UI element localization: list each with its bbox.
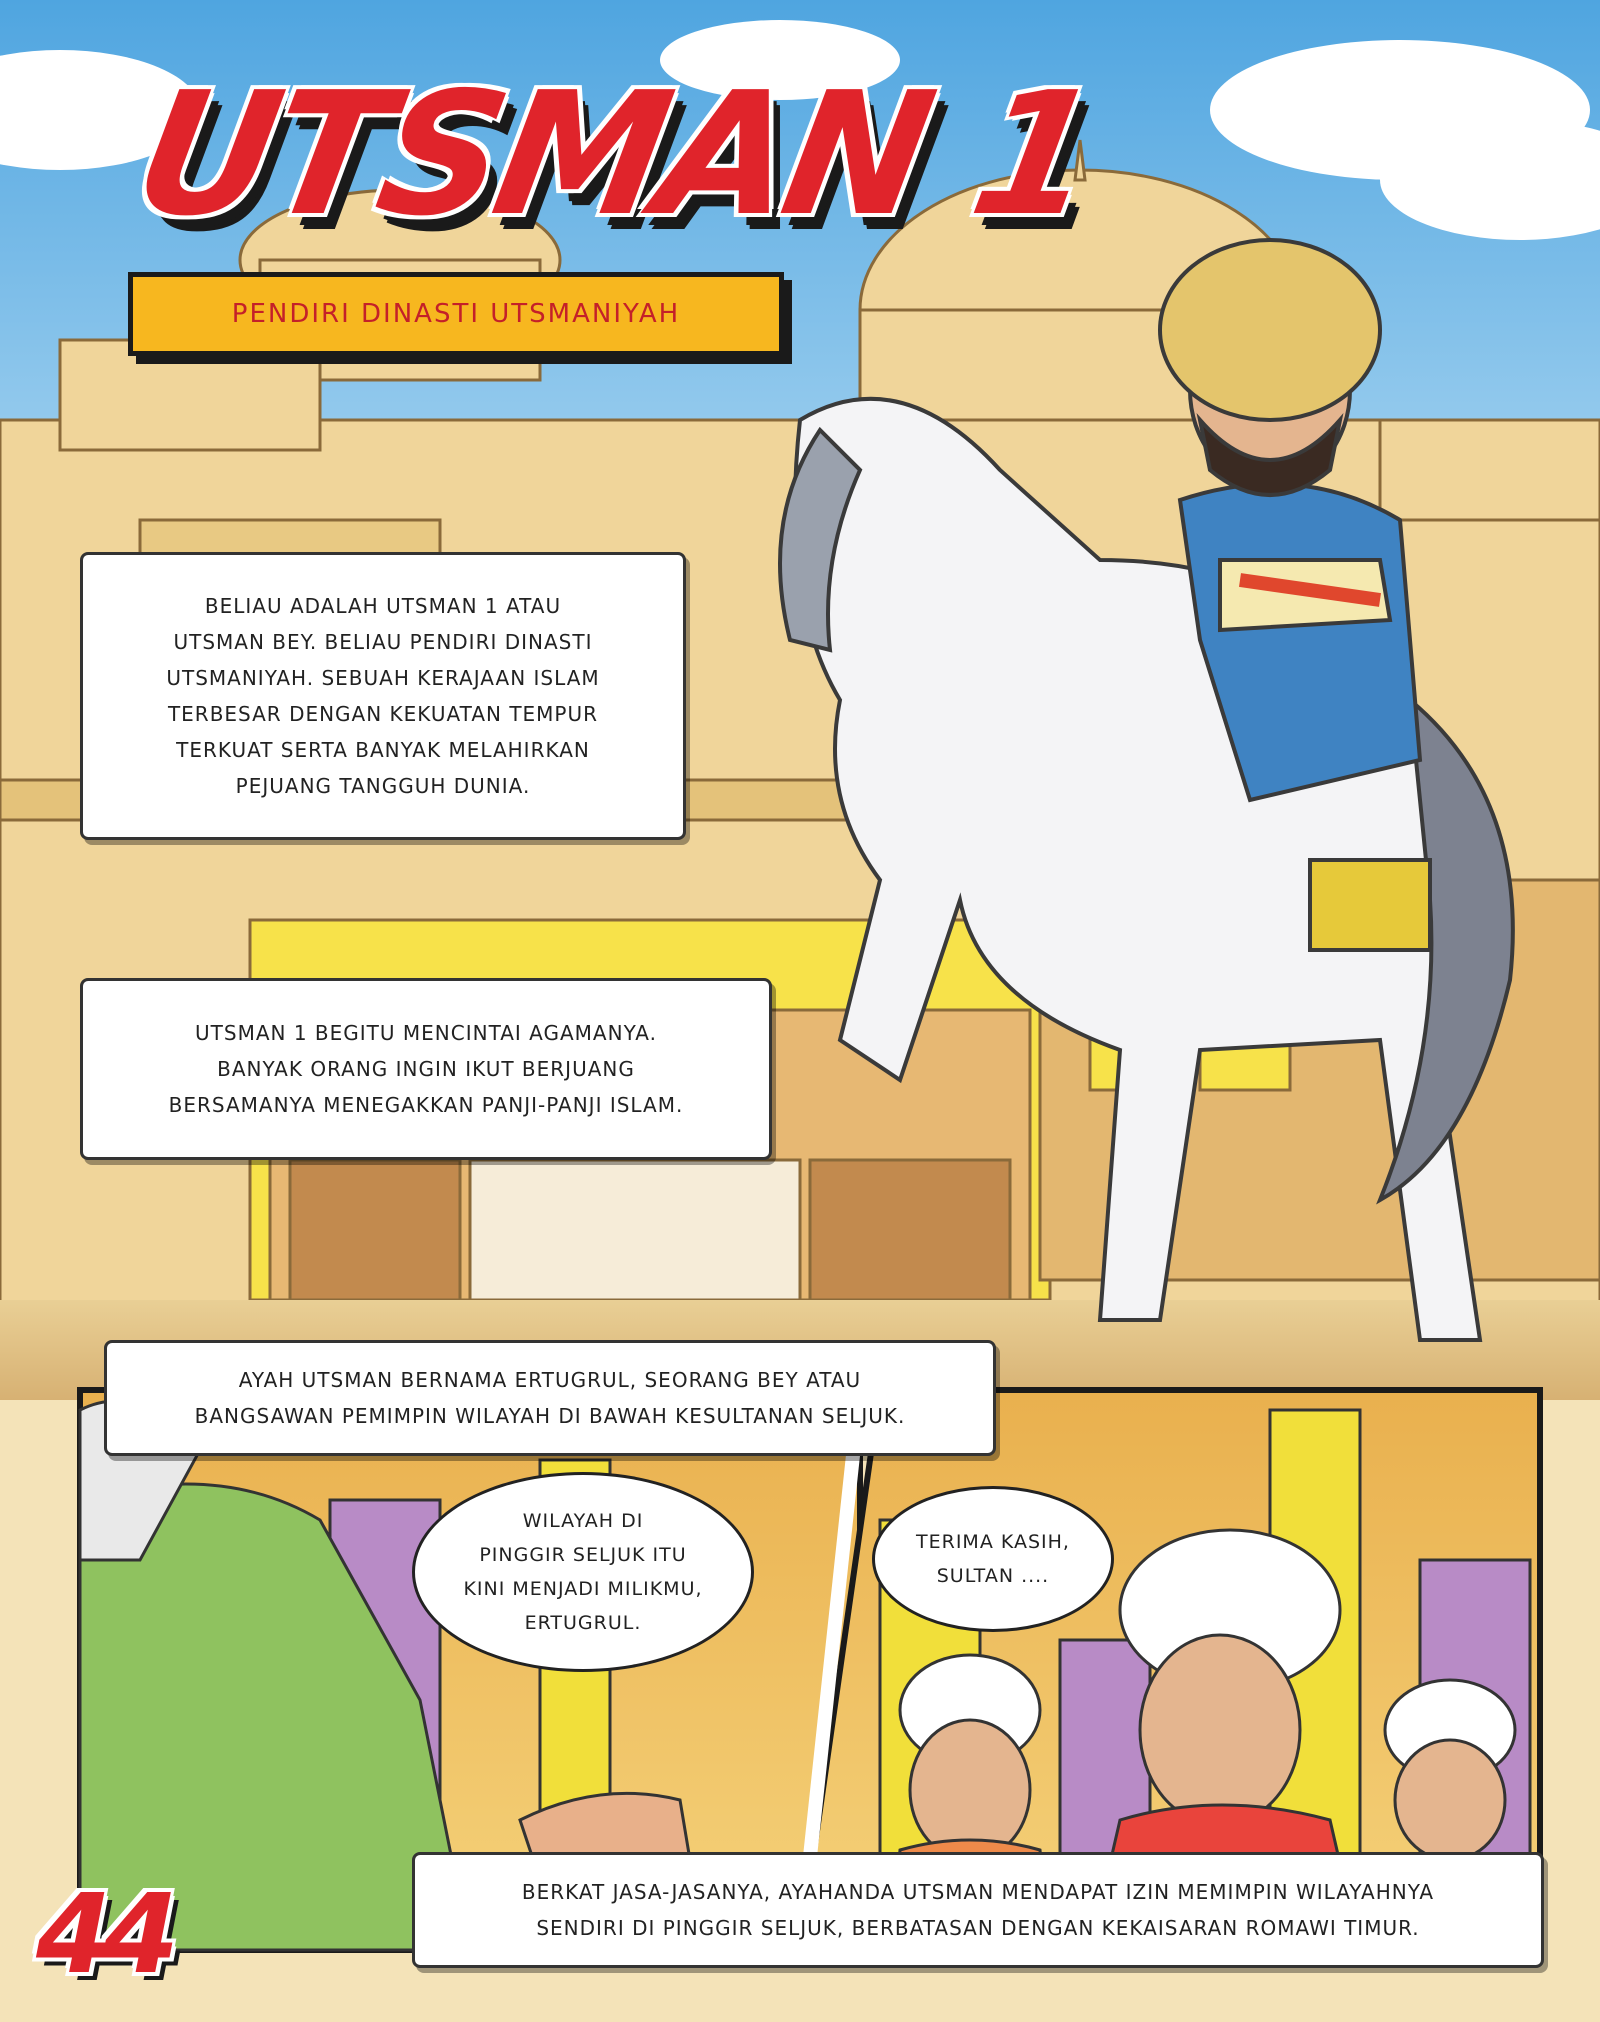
subtitle-text: PENDIRI DINASTI UTSMANIYAH: [231, 299, 681, 329]
page-title: UTSMAN 1: [122, 56, 1107, 254]
subtitle-banner: [128, 272, 784, 356]
caption-text: BERKAT JASA-JASANYA, AYAHANDA UTSMAN MENDAPAT IZIN MEMIMPIN WILAYAHNYA SENDIRI DI PINGGIR SELJUK, BERBATASAN DENGAN KEKAISARAN ROMAWI TIMUR.: [521, 1880, 1435, 1940]
page-number: 44: [36, 1870, 170, 1998]
caption-text: AYAH UTSMAN BERNAMA ERTUGRUL, SEORANG BEY ATAU BANGSAWAN PEMIMPIN WILAYAH DI BAWAH KESULTANAN SELJUK.: [194, 1368, 906, 1428]
caption-box-ertugrul: [104, 1340, 996, 1456]
bubble-text: TERIMA KASIH, SULTAN ....: [916, 1531, 1070, 1587]
caption-text: UTSMAN 1 BEGITU MENCINTAI AGAMANYA. BANYAK ORANG INGIN IKUT BERJUANG BERSAMANYA MENEGAKKAN PANJI-PANJI ISLAM.: [168, 1021, 684, 1117]
caption-text: BELIAU ADALAH UTSMAN 1 ATAU UTSMAN BEY. BELIAU PENDIRI DINASTI UTSMANIYAH. SEBUAH KERAJAAN ISLAM TERBESAR DENGAN KEKUATAN TEMPUR TERKUAT SERTA BANYAK MELAHIRKAN PEJUANG TANGGUH DUNIA.: [166, 594, 600, 798]
caption-box-intro: [80, 552, 686, 840]
bubble-text: WILAYAH DI PINGGIR SELJUK ITU KINI MENJADI MILIKMU, ERTUGRUL.: [463, 1510, 703, 1634]
speech-bubble-ertugrul: [872, 1486, 1114, 1632]
caption-box-permission: [412, 1852, 1544, 1968]
caption-box-faith: [80, 978, 772, 1160]
speech-bubble-sultan: [412, 1472, 754, 1672]
